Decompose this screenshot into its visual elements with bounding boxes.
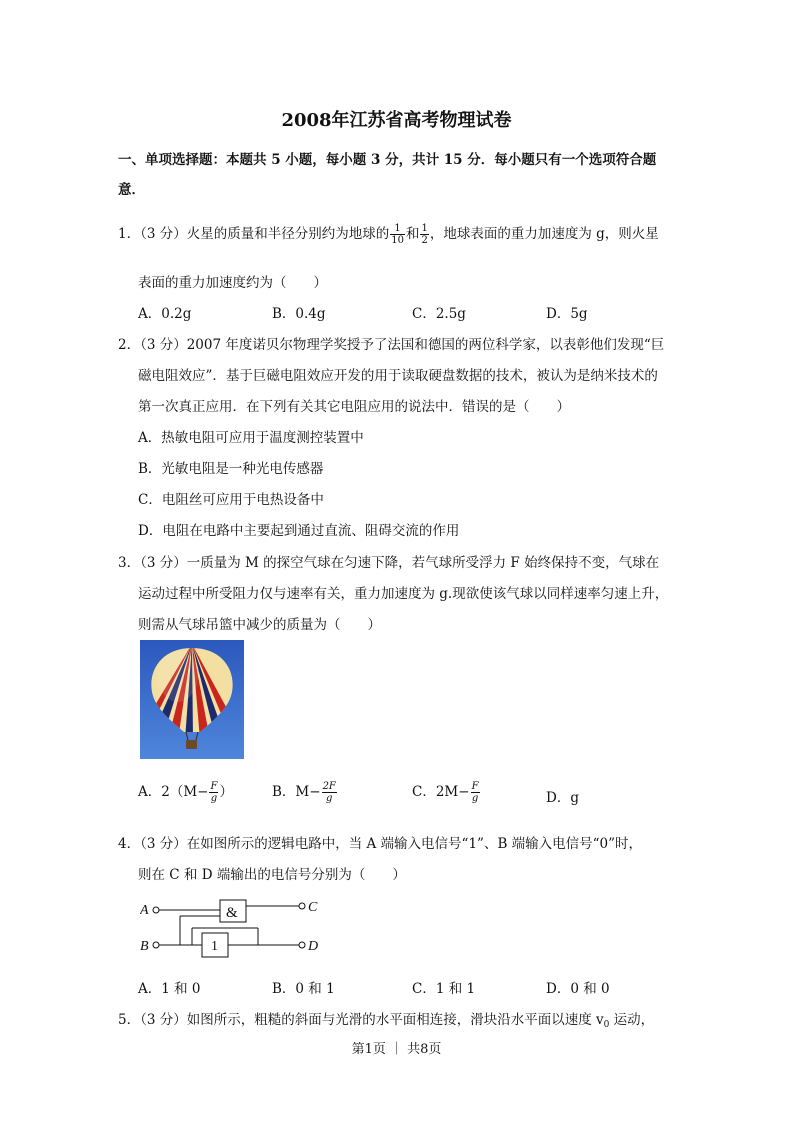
not-gate-symbol: 1 — [211, 939, 218, 954]
q2-option-d: D．电阻在电路中主要起到通过直流、阻碍交流的作用 — [138, 523, 460, 539]
terminal-b — [153, 942, 159, 948]
q4-option-a: A．1 和 0 — [138, 981, 201, 997]
section-heading-line1: 一、单项选择题：本题共 5 小题，每小题 3 分，共计 15 分．每小题只有一个选项符合题 — [118, 152, 657, 168]
section-heading-line2: 意． — [118, 182, 145, 198]
question-3-line2: 运动过程中所受阻力仅与速率有关，重力加速度为 g.现欲使该气球以同样速率匀速上升， — [138, 586, 669, 602]
fraction-denominator: g — [210, 793, 218, 804]
fraction-f-over-g — [471, 781, 480, 804]
question-3-line1: 3．（3 分）一质量为 M 的探空气球在匀速下降，若气球所受浮力 F 始终保持不变，气球在 — [118, 555, 660, 571]
fraction-denominator: g — [471, 793, 479, 804]
fraction-numerator: 2F — [322, 781, 336, 792]
question-2-line2: 磁电阻效应”．基于巨磁电阻效应开发的用于读取硬盘数据的技术，被认为是纳米技术的 — [138, 368, 658, 384]
logic-circuit-diagram — [140, 893, 330, 963]
question-1-line1 — [118, 222, 659, 246]
question-1-text-pre: 1．（3 分）火星的质量和半径分别约为地球的 — [118, 226, 390, 242]
question-1-text-mid: 和 — [405, 226, 420, 242]
label-b: B — [140, 939, 149, 954]
and-gate-symbol: & — [226, 905, 238, 921]
q3-option-c-pre: C．2M− — [412, 784, 470, 800]
fraction-numerator: 1 — [390, 223, 405, 235]
q1-option-c: C．2.5g — [412, 306, 466, 322]
q2-option-b: B．光敏电阻是一种光电传感器 — [138, 461, 324, 477]
terminal-d — [299, 942, 305, 948]
q3-option-a — [138, 780, 233, 804]
q3-option-c — [412, 780, 481, 804]
terminal-a — [153, 907, 159, 913]
question-4-line2: 则在 C 和 D 端输出的电信号分别为（ ） — [138, 867, 406, 883]
q1-option-b: B．0.4g — [272, 306, 326, 322]
fraction-1-10 — [390, 223, 405, 246]
fraction-f-over-g — [209, 781, 218, 804]
fraction-numerator: 1 — [421, 223, 428, 234]
question-5-text-post: 运动， — [609, 1012, 655, 1028]
q2-option-a: A．热敏电阻可应用于温度测控装置中 — [138, 430, 364, 446]
question-5-line1 — [118, 1008, 654, 1030]
fraction-denominator: 2 — [421, 235, 428, 246]
label-d: D — [308, 939, 319, 954]
label-a: A — [140, 903, 149, 918]
q4-option-c: C．1 和 1 — [412, 981, 476, 997]
label-c: C — [308, 900, 318, 915]
logic-circuit-svg — [140, 893, 330, 963]
q1-option-a: A．0.2g — [138, 306, 192, 322]
question-1-line2: 表面的重力加速度约为（ ） — [138, 275, 327, 291]
fraction-denominator: g — [326, 793, 333, 804]
page-title: 2008年江苏省高考物理试卷 — [281, 110, 512, 131]
question-2-line3: 第一次真正应用．在下列有关其它电阻应用的说法中．错误的是（ ） — [138, 399, 570, 415]
q3-option-b-pre: B．M− — [272, 784, 321, 800]
question-4-line1: 4．（3 分）在如图所示的逻辑电路中，当 A 端输入电信号“1”、B 端输入电信号“0”时， — [118, 836, 643, 852]
q3-option-b — [272, 780, 338, 804]
hot-air-balloon-illustration — [140, 640, 244, 759]
q4-option-d: D．0 和 0 — [546, 981, 610, 997]
q4-option-b: B．0 和 1 — [272, 981, 335, 997]
fraction-1-2 — [420, 223, 428, 246]
fraction-2f-over-g — [322, 781, 337, 804]
question-5-text-pre: 5．（3 分）如图所示，粗糙的斜面与光滑的水平面相连接，滑块沿水平面以速度 v — [118, 1012, 604, 1028]
fraction-numerator: F — [471, 781, 479, 792]
question-3-line3: 则需从气球吊篮中减少的质量为（ ） — [138, 617, 381, 633]
q3-option-d: D．g — [546, 790, 579, 806]
fraction-denominator: 10 — [391, 235, 404, 246]
q3-option-a-pre: A．2（M− — [138, 784, 209, 800]
subscript-zero: 0 — [603, 1020, 610, 1030]
q2-option-c: C．电阻丝可应用于电热设备中 — [138, 492, 324, 508]
hot-air-balloon-image — [140, 640, 244, 759]
q1-option-d: D．5g — [546, 306, 588, 322]
question-1-text-post: ，地球表面的重力加速度为 g，则火星 — [429, 226, 659, 242]
page-footer: 第1页 ｜ 共8页 — [351, 1042, 442, 1057]
question-2-line1: 2．（3 分）2007 年度诺贝尔物理学奖授予了法国和德国的两位科学家，以表彰他们发现“巨 — [118, 337, 665, 353]
terminal-c — [299, 903, 305, 909]
q3-option-a-post: ） — [219, 784, 233, 800]
fraction-numerator: F — [210, 781, 218, 792]
